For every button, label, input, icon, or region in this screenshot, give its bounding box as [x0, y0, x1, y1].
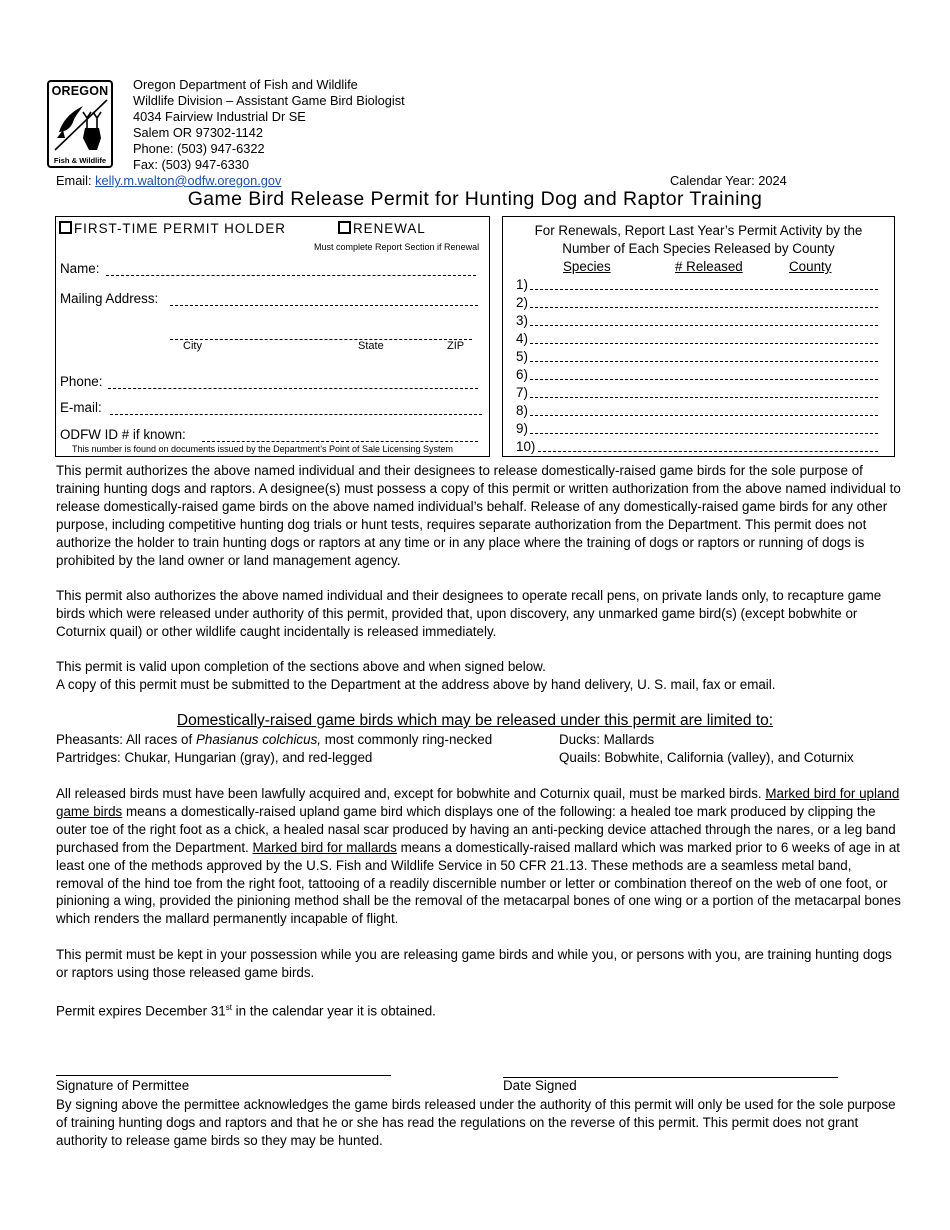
renewal-report-box	[502, 216, 895, 457]
column-species: Species	[563, 259, 611, 274]
email-field-label: E-mail:	[60, 400, 102, 415]
report-row-number: 8)	[516, 403, 528, 418]
report-heading-line2: Number of Each Species Released by County	[562, 241, 835, 256]
column-county: County	[789, 259, 832, 274]
quails-line: Quails: Bobwhite, California (valley), and Coturnix	[559, 750, 854, 765]
report-row-field[interactable]	[530, 361, 878, 362]
report-row-number: 3)	[516, 313, 528, 328]
renewal-option[interactable]	[338, 221, 426, 236]
report-row-field[interactable]	[530, 289, 878, 290]
paragraph-text: in the calendar year it is obtained.	[231, 1003, 436, 1019]
report-row-field[interactable]	[530, 325, 878, 326]
paragraph-text: This permit must be kept in your possession while you are releasing game birds and while you, or persons with you, are training hunting dogs or raptors using those released game birds.	[56, 947, 892, 980]
column-released: # Released	[675, 259, 743, 274]
signature-label: Signature of Permittee	[56, 1078, 190, 1093]
pheasants-line	[56, 731, 492, 749]
fish-and-elk-icon	[53, 98, 109, 152]
logo-bottom-text: Fish & Wildlife	[53, 156, 107, 165]
calendar-year: Calendar Year: 2024	[670, 173, 787, 188]
report-row-field[interactable]	[530, 343, 878, 344]
validity-paragraph	[56, 658, 901, 694]
report-row-field[interactable]	[530, 433, 878, 434]
report-row-field[interactable]	[530, 415, 878, 416]
pheasants-prefix: Pheasants: All races of	[56, 732, 196, 747]
odfw-id-label: ODFW ID # if known:	[60, 427, 186, 442]
paragraph-text: This permit also authorizes the above named individual and their designees to operate recall pens, on private lands only, to recapture game birds which were released under authority of this permit, provided that, upon discovery, any unmarked game bird(s) (except bobwhite or Coturnix quail) or other wildlife caught incidentally is released immediately.	[56, 588, 882, 639]
logo-top-text: OREGON	[51, 84, 109, 98]
phone-label: Phone:	[60, 374, 103, 389]
paragraph-text: All released birds must have been lawfully acquired and, except for bobwhite and Coturnix quail, must be marked birds.	[56, 786, 766, 801]
signature-line[interactable]	[56, 1075, 391, 1076]
contact-email-row	[56, 173, 281, 188]
ordinal-suffix: st	[225, 1003, 232, 1012]
paragraph-text: By signing above the permittee acknowledges the game birds released under the authority of this permit will only be used for the sole purpose of training hunting dogs and raptors and that he or she has read the regulations on the reverse of this permit. This permit does not grant authority to release game birds so they may be hunted.	[56, 1097, 896, 1148]
upland-definition-term: Marked bird for upland game birds	[56, 786, 900, 819]
date-signed-label: Date Signed	[503, 1078, 577, 1093]
phone-field[interactable]	[108, 378, 478, 389]
authorization-paragraph	[56, 462, 901, 569]
odfw-logo	[47, 80, 113, 168]
first-time-label: FIRST-TIME PERMIT HOLDER	[74, 221, 286, 236]
name-label: Name:	[60, 261, 100, 276]
species-heading: Domestically-raised game birds which may be released under this permit are limited to:	[176, 712, 774, 729]
renewal-note: Must complete Report Section if Renewal	[314, 242, 480, 252]
marked-birds-paragraph	[56, 785, 901, 928]
address-line: Fax: (503) 947-6330	[133, 157, 249, 172]
address-line: Phone: (503) 947-6322	[133, 141, 265, 156]
pheasants-latin: Phasianus colchicus,	[195, 732, 321, 747]
paragraph-text: This permit is valid upon completion of the sections above and when signed below.	[56, 659, 546, 674]
state-label: State	[358, 340, 384, 352]
mallard-definition-term: Marked bird for mallards	[252, 839, 397, 855]
paragraph-text: A copy of this permit must be submitted to the Department at the address above by hand delivery, U. S. mail, fax or email.	[56, 676, 776, 692]
possession-paragraph	[56, 946, 901, 982]
expiration-paragraph	[56, 999, 901, 1020]
name-row	[60, 261, 99, 276]
acknowledgement-paragraph	[56, 1096, 901, 1150]
pheasants-suffix: most commonly ring-necked	[320, 732, 493, 747]
first-time-option[interactable]	[59, 221, 286, 236]
mailing-address-label: Mailing Address:	[60, 291, 159, 306]
report-row-number: 4)	[516, 331, 528, 346]
report-heading-line1: For Renewals, Report Last Year’s Permit Activity by the	[534, 223, 863, 238]
report-row-number: 10)	[516, 439, 536, 454]
paragraph-text: Permit expires December 31	[56, 1003, 226, 1019]
species-list-right	[559, 731, 854, 767]
renewal-checkbox[interactable]	[338, 221, 351, 234]
report-row-field[interactable]	[530, 379, 878, 380]
report-row-number: 2)	[516, 295, 528, 310]
paragraph-text: means a domestically-raised mallard which was marked prior to 6 weeks of age in at least one of the methods approved by the U.S. Fish and Wildlife Service in 50 CFR 21.13. These methods are a seamless metal band, removal of the hind toe from the right foot, tattooing of a readily discernible number or letter or combination thereof on the web of one foot, or pinioning a wing, provided the pinioning method shall be the removal of the metacarpal bones of one wing or a portion of the metacarpal bones which renders the mallard permanently incapable of flight.	[56, 839, 901, 927]
odfw-id-field[interactable]	[202, 431, 478, 442]
paragraph-text: This permit authorizes the above named individual and their designees to release domestically-raised game birds for the sole purpose of training hunting dogs and raptors. A designee(s) must possess a copy of this permit or written authorization from the above named individual to release domestically-raised game birds on the above named individual’s behalf. Release of any domestically-raised game birds for any other purpose, including competitive hunting dog trials or hunt tests, requires separate authorization from the Department. This permit does not authorize the holder to train hunting dogs or raptors at any time or in any place where the training of dogs or raptors or running of dogs is prohibited by the land owner or land management agency.	[56, 463, 901, 568]
agency-address	[133, 77, 405, 173]
name-field[interactable]	[106, 265, 476, 276]
email-field[interactable]	[110, 404, 482, 415]
odfw-id-note: This number is found on documents issued by the Department’s Point of Sale Licensing System	[72, 444, 454, 454]
report-row-number: 5)	[516, 349, 528, 364]
report-row-number: 9)	[516, 421, 528, 436]
partridges-line: Partridges: Chukar, Hungarian (gray), and red-legged	[56, 750, 373, 765]
page-title: Game Bird Release Permit for Hunting Dog and Raptor Training	[187, 188, 763, 210]
report-row-number: 7)	[516, 385, 528, 400]
address-line: Oregon Department of Fish and Wildlife	[133, 77, 358, 92]
recall-pen-paragraph	[56, 587, 901, 641]
city-state-zip-field[interactable]	[170, 329, 472, 340]
report-row-field[interactable]	[530, 307, 878, 308]
report-row-field[interactable]	[530, 397, 878, 398]
report-row-number: 6)	[516, 367, 528, 382]
email-label: Email:	[56, 173, 92, 188]
address-line: 4034 Fairview Industrial Dr SE	[133, 109, 306, 124]
report-row-field[interactable]	[538, 451, 878, 452]
applicant-info-box	[55, 216, 490, 457]
email-link[interactable]: kelly.m.walton@odfw.oregon.gov	[95, 173, 282, 188]
ducks-line: Ducks: Mallards	[559, 732, 655, 747]
renewal-label: RENEWAL	[353, 221, 426, 236]
address-line: Salem OR 97302-1142	[133, 125, 263, 140]
species-list-left	[56, 731, 492, 767]
city-label: City	[183, 340, 202, 352]
paragraph-text: means a domestically-raised upland game bird which displays one of the following: a healed toe mark produced by clipping the outer toe of the right foot as a chick, a healed nasal scar produced by having an anti-pecking device attached through the nares, or a leg band purchased from the Department.	[56, 803, 896, 855]
mailing-address-field[interactable]	[170, 295, 478, 306]
address-line: Wildlife Division – Assistant Game Bird Biologist	[133, 93, 405, 108]
report-row-number: 1)	[516, 277, 528, 292]
first-time-checkbox[interactable]	[59, 221, 72, 234]
zip-label: ZIP	[447, 340, 465, 352]
